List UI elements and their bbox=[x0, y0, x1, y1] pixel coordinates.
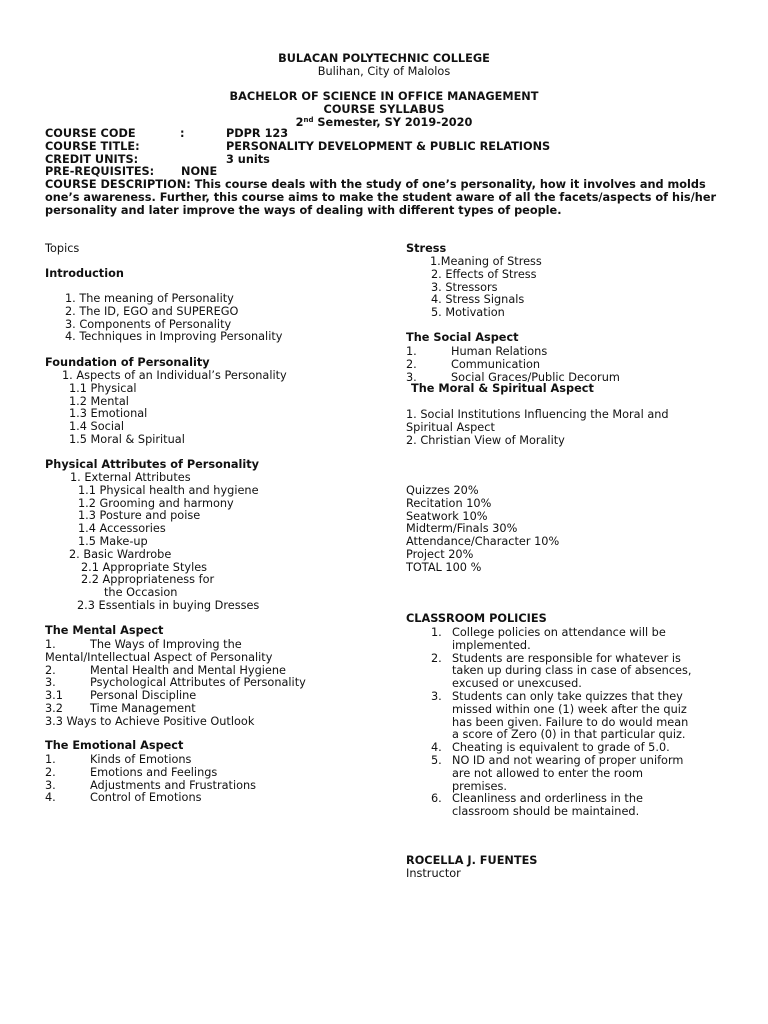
grading-item: Midterm/Finals 30% bbox=[406, 522, 518, 536]
grading-item: Quizzes 20% bbox=[406, 484, 479, 497]
list-item: Spiritual Aspect bbox=[406, 420, 495, 434]
list-item: 4. Stress Signals bbox=[431, 293, 525, 307]
policy-line: a score of Zero (0) in that particular quiz. bbox=[452, 728, 686, 742]
list-item: 1.1 Physical health and hygiene bbox=[78, 483, 259, 497]
list-item: 3.1 Personal Discipline bbox=[45, 689, 197, 703]
credit-units-label: CREDIT UNITS: bbox=[45, 153, 139, 166]
grading-total: TOTAL 100 % bbox=[406, 560, 482, 574]
policy-line: missed within one (1) week after the quiz bbox=[452, 702, 687, 716]
list-item: 1.3 Posture and poise bbox=[78, 509, 201, 523]
classroom-policies-list bbox=[431, 626, 751, 818]
document-title: COURSE SYLLABUS bbox=[323, 103, 445, 116]
grading-item: Recitation 10% bbox=[406, 496, 492, 510]
social-aspect-list bbox=[406, 345, 736, 383]
list-item: 3. Stressors bbox=[431, 280, 498, 294]
prerequisites-value: NONE bbox=[181, 165, 218, 178]
semester-line: 2nd Semester, SY 2019-2020 bbox=[295, 116, 473, 129]
topics-heading: Topics bbox=[45, 242, 80, 255]
policy-line: excused or unexcused. bbox=[452, 677, 582, 691]
list-item: 2. Basic Wardrobe bbox=[69, 547, 172, 561]
course-code-colon: : bbox=[180, 127, 185, 140]
course-code-value: PDPR 123 bbox=[226, 127, 289, 140]
list-item: 1. External Attributes bbox=[70, 471, 191, 484]
list-item: 1.5 Make-up bbox=[78, 534, 148, 548]
college-name: BULACAN POLYTECHNIC COLLEGE bbox=[278, 52, 490, 65]
policy-line: 4. Cheating is equivalent to grade of 5.0. bbox=[431, 741, 670, 755]
foundation-heading: Foundation of Personality bbox=[45, 356, 210, 369]
moral-spiritual-heading: The Moral & Spiritual Aspect bbox=[411, 382, 594, 395]
list-item: 1.3 Emotional bbox=[69, 407, 148, 421]
list-item: 2.3 Essentials in buying Dresses bbox=[77, 598, 260, 612]
policy-line: 5. NO ID and not wearing of proper uniform bbox=[431, 753, 684, 767]
mental-aspect-heading: The Mental Aspect bbox=[45, 624, 164, 637]
course-title-label: COURSE TITLE: bbox=[45, 140, 140, 153]
policy-line: 3. Students can only take quizzes that they bbox=[431, 689, 683, 703]
list-item: 2. Effects of Stress bbox=[431, 267, 537, 281]
list-item: 1.4 Social bbox=[69, 420, 125, 434]
list-item: 2. The ID, EGO and SUPEREGO bbox=[65, 304, 239, 318]
emotional-aspect-heading: The Emotional Aspect bbox=[45, 739, 184, 752]
list-item: 2.2 Appropriateness for bbox=[81, 573, 215, 587]
list-item: 1.1 Physical bbox=[69, 381, 137, 395]
emotional-aspect-list bbox=[45, 753, 365, 804]
instructor-name: ROCELLA J. FUENTES bbox=[406, 854, 538, 867]
grading-item: Seatwork 10% bbox=[406, 509, 488, 523]
list-item: 1. Social Institutions Influencing the Moral and bbox=[406, 408, 669, 421]
prerequisites-label: PRE-REQUISITES: bbox=[45, 165, 155, 178]
moral-spiritual-list bbox=[406, 409, 669, 447]
instructor-role: Instructor bbox=[406, 867, 461, 880]
policy-line: are not allowed to enter the room bbox=[452, 766, 644, 780]
course-title-value: PERSONALITY DEVELOPMENT & PUBLIC RELATIONS bbox=[226, 140, 551, 153]
list-item: 3. Psychological Attributes of Personality bbox=[45, 676, 306, 690]
physical-attributes-list bbox=[70, 472, 259, 613]
list-item: 2.1 Appropriate Styles bbox=[81, 560, 208, 574]
policy-line: 2. Students are responsible for whatever is bbox=[431, 651, 681, 665]
list-item: 1. The Ways of Improving the bbox=[45, 638, 242, 651]
policy-line: classroom should be maintained. bbox=[452, 805, 640, 819]
list-item: 3.2 Time Management bbox=[45, 701, 196, 715]
list-item: 2. Mental Health and Mental Hygiene bbox=[45, 663, 286, 677]
list-item: 4. Control of Emotions bbox=[45, 791, 202, 805]
list-item: 2. Communication bbox=[406, 357, 541, 371]
college-location: Bulihan, City of Malolos bbox=[317, 65, 451, 78]
list-item: 1. The meaning of Personality bbox=[65, 292, 234, 305]
policy-line: 6. Cleanliness and orderliness in the bbox=[431, 792, 643, 806]
list-item: 2. Christian View of Morality bbox=[406, 433, 565, 447]
introduction-list bbox=[65, 293, 282, 344]
list-item: 1.2 Mental bbox=[69, 394, 129, 408]
introduction-heading: Introduction bbox=[45, 267, 124, 280]
policy-line: taken up during class in case of absences, bbox=[452, 664, 692, 678]
grading-system bbox=[406, 485, 559, 575]
mental-aspect-list bbox=[45, 638, 365, 728]
list-item: 5. Motivation bbox=[431, 306, 505, 320]
course-code-label: COURSE CODE bbox=[45, 127, 136, 140]
list-item: 3. Components of Personality bbox=[65, 317, 232, 331]
list-item: 3. Adjustments and Frustrations bbox=[45, 778, 257, 792]
list-item: 1.4 Accessories bbox=[78, 522, 166, 536]
list-item: 1. Human Relations bbox=[406, 345, 548, 358]
list-item: 2. Emotions and Feelings bbox=[45, 765, 218, 779]
classroom-policies-heading: CLASSROOM POLICIES bbox=[406, 612, 547, 625]
policy-line: premises. bbox=[452, 779, 507, 793]
policy-line: 1. College policies on attendance will be bbox=[431, 626, 666, 639]
policy-line: has been given. Failure to do would mean bbox=[452, 715, 689, 729]
credit-units-value: 3 units bbox=[226, 153, 270, 166]
list-item: 3.3 Ways to Achieve Positive Outlook bbox=[45, 714, 255, 728]
social-aspect-heading: The Social Aspect bbox=[406, 331, 519, 344]
stress-list bbox=[431, 256, 542, 320]
list-item: 4. Techniques in Improving Personality bbox=[65, 330, 283, 344]
list-item: 1. Kinds of Emotions bbox=[45, 753, 192, 766]
list-item: the Occasion bbox=[104, 586, 178, 600]
program-name: BACHELOR OF SCIENCE IN OFFICE MANAGEMENT bbox=[229, 90, 539, 103]
list-item: 1. Aspects of an Individual’s Personality bbox=[62, 369, 287, 382]
list-item: 1.Meaning of Stress bbox=[430, 255, 542, 268]
list-item: Mental/Intellectual Aspect of Personality bbox=[45, 650, 273, 664]
stress-heading: Stress bbox=[406, 242, 447, 255]
list-item: 3. Social Graces/Public Decorum bbox=[406, 370, 620, 384]
foundation-list bbox=[62, 370, 287, 447]
course-description: COURSE DESCRIPTION: This course deals with the study of one’s personality, how it involves and molds one’s awareness. Further, this course aims to make the student aware of all the facets/aspects of his/her personality and later improve the ways of dealing with different types of people. bbox=[45, 178, 717, 217]
policy-line: implemented. bbox=[452, 638, 531, 652]
list-item: 1.5 Moral & Spiritual bbox=[69, 432, 185, 446]
grading-item: Attendance/Character 10% bbox=[406, 535, 560, 549]
physical-attributes-heading: Physical Attributes of Personality bbox=[45, 458, 260, 471]
grading-item: Project 20% bbox=[406, 547, 474, 561]
list-item: 1.2 Grooming and harmony bbox=[78, 496, 234, 510]
